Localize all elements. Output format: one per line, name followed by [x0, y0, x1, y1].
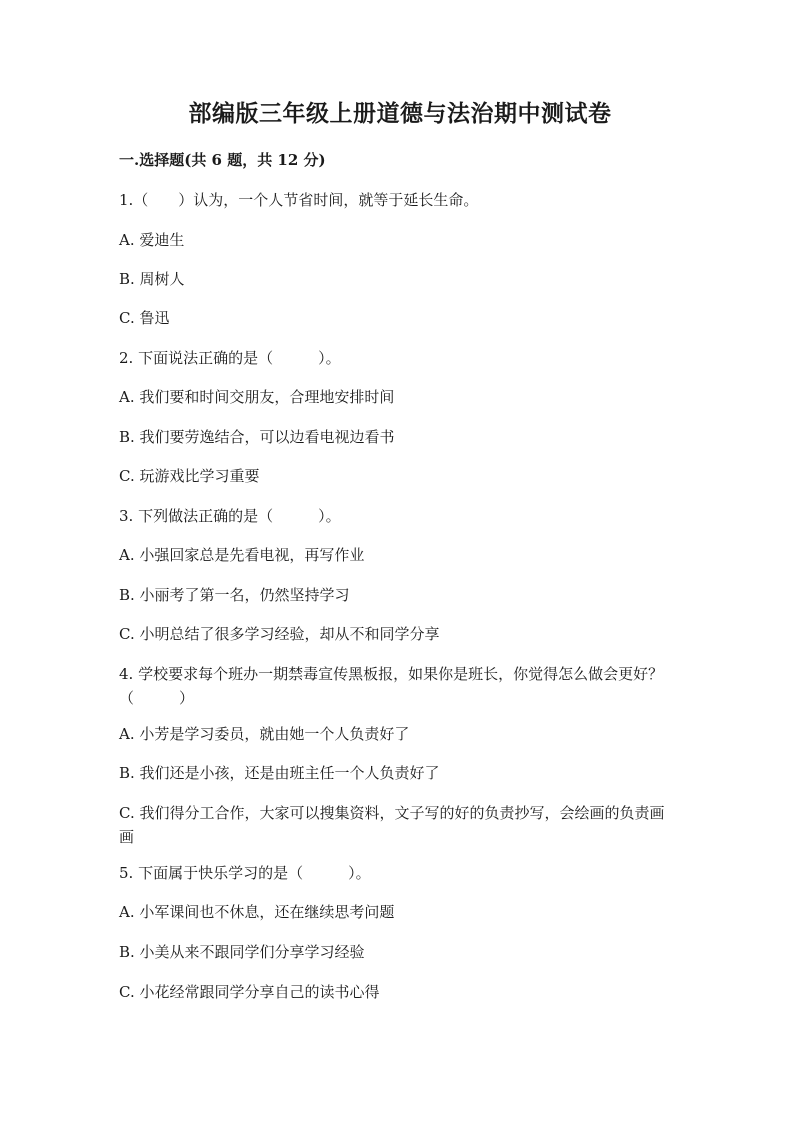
question-5-option-b: B. 小美从来不跟同学们分享学习经验	[119, 943, 365, 961]
question-3-option-a: A. 小强回家总是先看电视，再写作业	[119, 546, 365, 564]
page-title: 部编版三年级上册道德与法治期中测试卷	[188, 100, 612, 127]
question-4-stem: 4. 学校要求每个班办一期禁毒宣传黑板报，如果你是班长，你觉得怎么做会更好？（ ）	[119, 665, 664, 707]
question-4-option-a: A. 小芳是学习委员，就由她一个人负责好了	[119, 725, 410, 743]
question-1-option-c: C. 鲁迅	[119, 309, 170, 327]
question-3-stem: 3. 下列做法正确的是（ ）。	[119, 507, 341, 525]
question-1-option-b: B. 周树人	[119, 270, 185, 288]
question-5-stem: 5. 下面属于快乐学习的是（ ）。	[119, 864, 371, 882]
question-2-option-c: C. 玩游戏比学习重要	[119, 467, 260, 485]
question-2-option-a: A. 我们要和时间交朋友，合理地安排时间	[119, 388, 395, 406]
question-4-option-b: B. 我们还是小孩，还是由班主任一个人负责好了	[119, 764, 440, 782]
section-heading: 一.选择题(共 6 题，共 12 分)	[119, 151, 326, 169]
question-5-option-c: C. 小花经常跟同学分享自己的读书心得	[119, 983, 380, 1001]
question-1-option-a: A. 爱迪生	[119, 231, 185, 249]
question-2-stem: 2. 下面说法正确的是（ ）。	[119, 349, 341, 367]
question-4-option-c: C. 我们得分工合作，大家可以搜集资料，文子写的好的负责抄写，会绘画的负责画画	[119, 804, 665, 846]
question-1-stem: 1.（ ）认为，一个人节省时间，就等于延长生命。	[119, 191, 479, 209]
question-3-option-b: B. 小丽考了第一名，仍然坚持学习	[119, 586, 350, 604]
question-5-option-a: A. 小军课间也不休息，还在继续思考问题	[119, 903, 395, 921]
question-2-option-b: B. 我们要劳逸结合，可以边看电视边看书	[119, 428, 395, 446]
question-3-option-c: C. 小明总结了很多学习经验，却从不和同学分享	[119, 625, 440, 643]
